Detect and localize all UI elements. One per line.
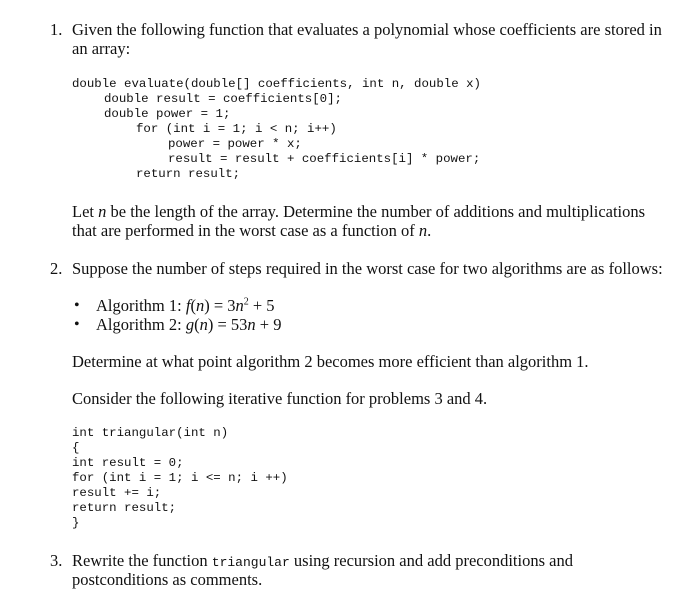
variable-n: n [98, 202, 107, 221]
exponent: 2 [243, 296, 249, 308]
function-g: g [185, 315, 195, 334]
code-line: for (int i = 1; i <= n; i ++) [72, 471, 288, 485]
code-line: result += i; [72, 486, 162, 500]
label: Algorithm 2: [96, 315, 186, 334]
code-line: double result = coefficients[0]; [104, 92, 342, 106]
question-3-text-line1 [72, 551, 672, 572]
bullet-icon: • [74, 316, 80, 333]
question-1-text-line2: an array: [72, 39, 131, 58]
code-line: { [72, 441, 80, 455]
variable-n: n [195, 296, 205, 315]
question-1-text-line1: Given the following function that evaluates a polynomial whose coefficients are stored in [72, 20, 662, 39]
code-line: return result; [72, 501, 177, 515]
question-1-number: 1. [50, 20, 63, 39]
code-line: int triangular(int n) [72, 426, 229, 440]
variable-n: n [247, 315, 256, 334]
inline-code: triangular [211, 555, 290, 570]
text: Let [72, 202, 99, 221]
equals: = 53 [213, 315, 248, 334]
equals: = 3 [209, 296, 236, 315]
function-f: f [185, 296, 191, 315]
code-line: result = result + coefficients[i] * power; [168, 152, 481, 166]
question-1-followup-line1 [72, 202, 672, 221]
code-line: return result; [136, 167, 241, 181]
label: Algorithm 1: [96, 296, 186, 315]
algorithm-2-item: Algorithm 2: g(n) = 53n + 9 [96, 315, 282, 334]
variable-n: n [235, 296, 244, 315]
text: . [427, 221, 432, 240]
variable-n: n [199, 315, 208, 334]
algorithm-1-item: Algorithm 1: $f(n) = 3n^2 + 5$ [96, 296, 275, 315]
code-line: } [72, 516, 80, 530]
question-1-followup-line2 [72, 221, 672, 240]
question-2-text: Suppose the number of steps required in the worst case for two algorithms are as follows: [72, 259, 663, 278]
question-3-text-line2: postconditions as comments. [72, 570, 263, 589]
consider-text: Consider the following iterative function for problems 3 and 4. [72, 389, 488, 408]
text: Rewrite the function [72, 551, 212, 570]
tail: + 5 [248, 296, 275, 315]
question-2-number: 2. [50, 259, 63, 278]
text: that are performed in the worst case as a function of [72, 221, 419, 240]
code-line: double power = 1; [104, 107, 231, 121]
bullet-icon: • [74, 297, 80, 314]
question-3-number: 3. [50, 551, 63, 570]
code-line: power = power * x; [168, 137, 302, 151]
variable-n: n [418, 221, 428, 240]
question-2-determine: Determine at what point algorithm 2 becomes more efficient than algorithm 1. [72, 352, 589, 371]
tail: + 9 [255, 315, 282, 334]
code-line: double evaluate(double[] coefficients, int n, double x) [72, 77, 481, 91]
text: using recursion and add preconditions and [289, 551, 573, 570]
code-line: for (int i = 1; i < n; i++) [136, 122, 337, 136]
text: be the length of the array. Determine the number of additions and multiplications [106, 202, 646, 221]
code-line: int result = 0; [72, 456, 184, 470]
